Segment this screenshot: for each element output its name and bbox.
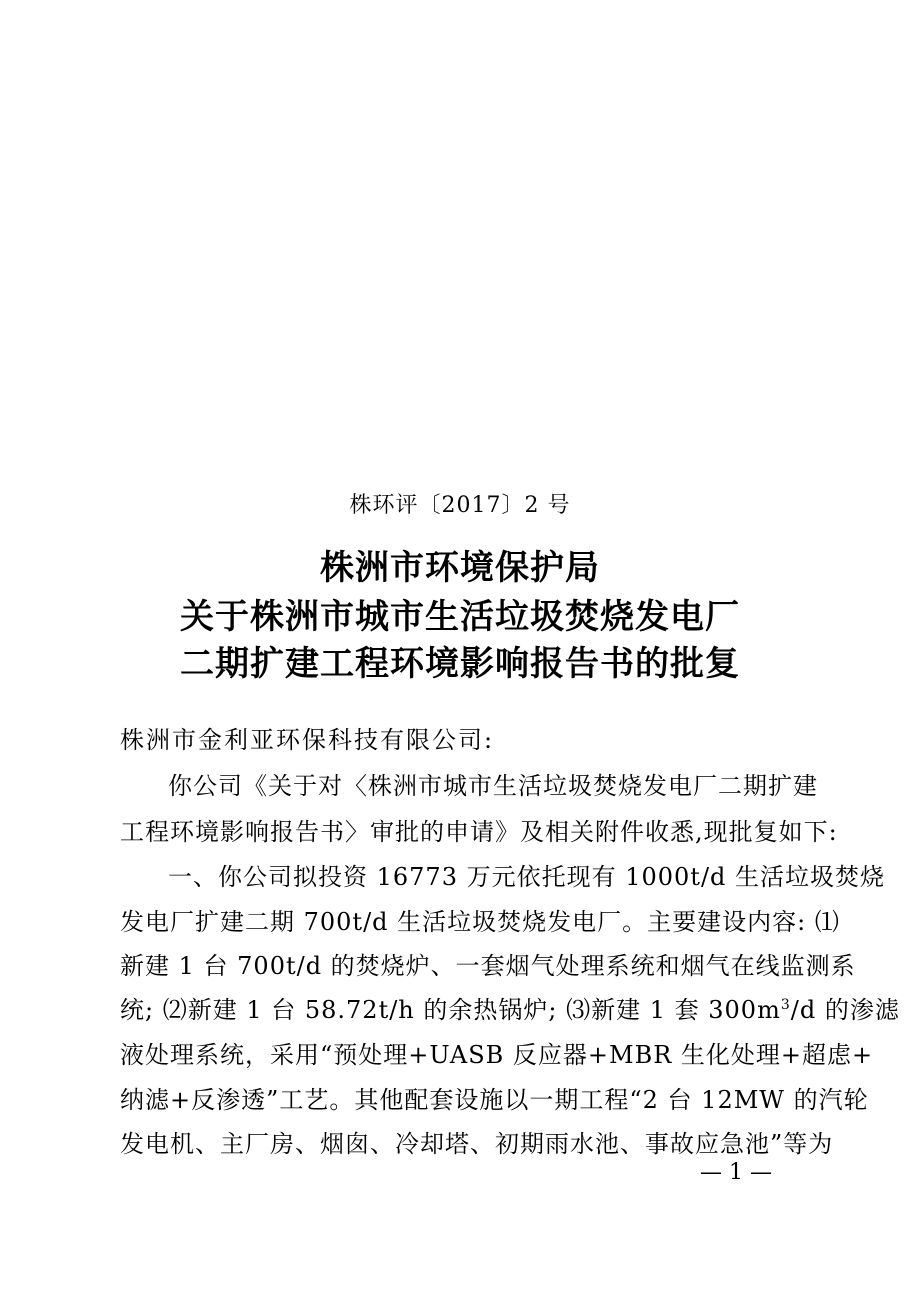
paragraph-line: 液处理系统，采用“预处理+UASB 反应器+MBR 生化处理+超虑+ <box>120 1041 874 1069</box>
page-number: — 1 — <box>700 1160 772 1185</box>
paragraph-line: 纳滤+反渗透”工艺。其他配套设施以一期工程“2 台 12MW 的汽轮 <box>120 1086 869 1114</box>
paragraph-line: 你公司《关于对〈株洲市城市生活垃圾焚烧发电厂二期扩建 <box>168 772 818 800</box>
title-line-2: 关于株洲市城市生活垃圾焚烧发电厂 <box>180 597 740 637</box>
superscript: 3 <box>780 997 791 1013</box>
paragraph-line: 发电厂扩建二期 700t/d 生活垃圾焚烧发电厂。主要建设内容: ⑴ <box>120 908 840 936</box>
paragraph-line-part: /d 的渗滤 <box>790 996 900 1024</box>
document-number: 株环评〔2017〕2 号 <box>349 493 571 518</box>
paragraph-line: 一、你公司拟投资 16773 万元依托现有 1000t/d 生活垃圾焚烧 <box>168 863 886 891</box>
title-line-1: 株洲市环境保护局 <box>320 548 600 588</box>
paragraph-line: 工程环境影响报告书〉审批的申请》及相关附件收悉,现批复如下: <box>120 818 838 846</box>
paragraph-line: 发电机、主厂房、烟囱、冷却塔、初期雨水池、事故应急池”等为 <box>120 1130 834 1158</box>
paragraph-line <box>120 990 900 1025</box>
addressee: 株洲市金利亚环保科技有限公司: <box>120 726 495 754</box>
paragraph-line: 新建 1 台 700t/d 的焚烧炉、一套烟气处理系统和烟气在线监测系 <box>120 952 856 980</box>
paragraph-line-part: 统; ⑵新建 1 台 58.72t/h 的余热锅炉; ⑶新建 1 套 300m <box>120 996 781 1024</box>
title-line-3: 二期扩建工程环境影响报告书的批复 <box>180 644 740 684</box>
